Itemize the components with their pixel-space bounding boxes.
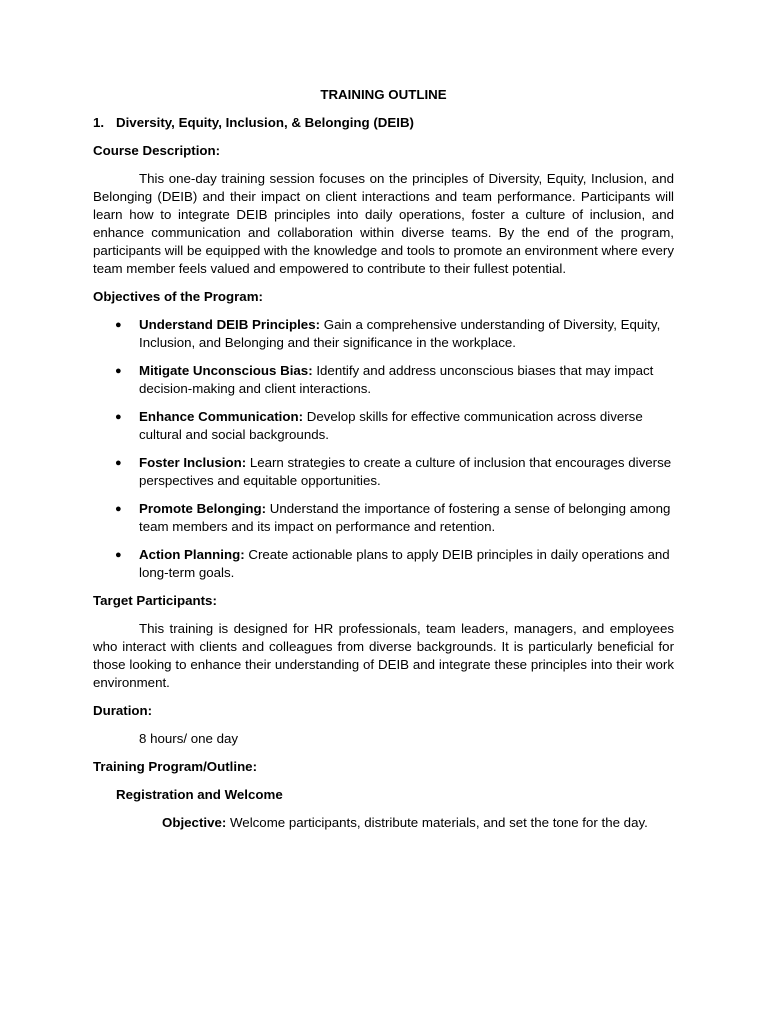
- objective-item: [93, 454, 674, 490]
- objective-text: Learn strategies to create a culture of inclusion that encourages diverse perspectives and equitable opportunities.: [139, 455, 672, 488]
- registration-objective: [162, 814, 674, 832]
- section-number: 1.: [93, 115, 105, 130]
- bullet-icon: ●: [115, 457, 122, 469]
- objective-title: Promote Belonging:: [139, 501, 267, 516]
- objective-text: Gain a comprehensive understanding of Diversity, Equity, Inclusion, and Belonging and their significance in the workplace.: [139, 317, 661, 350]
- target-participants-text: This training is designed for HR professionals, team leaders, managers, and employees who interact with clients and colleagues from diverse backgrounds. It is particularly beneficial for those looking to enhance their understanding of DEIB and integrate these principles into their work environment.: [93, 621, 674, 690]
- objective-title: Understand DEIB Principles:: [139, 317, 321, 332]
- target-participants-label: Target Participants:: [93, 593, 217, 608]
- bullet-icon: ●: [115, 365, 122, 377]
- objective-item: [93, 408, 674, 444]
- bullet-icon: ●: [115, 503, 122, 515]
- objective-item: [93, 546, 674, 582]
- bullet-icon: ●: [115, 549, 122, 561]
- objective-title: Enhance Communication:: [139, 409, 304, 424]
- objective-label: Objective:: [162, 815, 227, 830]
- objective-text: Identify and address unconscious biases that may impact decision-making and client interactions.: [139, 363, 654, 396]
- objectives-list: [93, 316, 674, 582]
- objective-text: Create actionable plans to apply DEIB principles in daily operations and long-term goals.: [139, 547, 670, 580]
- objectives-label: Objectives of the Program:: [93, 289, 263, 304]
- bullet-icon: ●: [115, 411, 122, 423]
- objective-text: Develop skills for effective communication across diverse cultural and social backgrounds.: [139, 409, 643, 442]
- objective-item: [93, 316, 674, 352]
- outline-label: Training Program/Outline:: [93, 759, 258, 774]
- course-description-text: This one-day training session focuses on the principles of Diversity, Equity, Inclusion, and Belonging (DEIB) and their impact on client interactions and team performance. Participants will learn how to integrate DEIB principles into daily operations, foster a culture of inclusion, and enhance communication and collaboration within diverse teams. By the end of the program, participants will be equipped with the knowledge and tools to promote an environment where every team member feels valued and empowered to contribute to their fullest potential.: [93, 171, 674, 276]
- duration-label: Duration:: [93, 703, 153, 718]
- objective-title: Action Planning:: [139, 547, 245, 562]
- objective-title: Mitigate Unconscious Bias:: [139, 363, 313, 378]
- bullet-icon: ●: [115, 319, 122, 331]
- course-description-label: Course Description:: [93, 143, 221, 158]
- registration-heading: Registration and Welcome: [116, 787, 283, 802]
- objective-item: [93, 500, 674, 536]
- section-title: Diversity, Equity, Inclusion, & Belonging (DEIB): [116, 115, 414, 130]
- section-heading: [93, 114, 674, 132]
- objective-item: [93, 362, 674, 398]
- objective-title: Foster Inclusion:: [139, 455, 247, 470]
- duration-value: 8 hours/ one day: [139, 731, 239, 746]
- document-title: TRAINING OUTLINE: [320, 87, 447, 102]
- objective-text: Understand the importance of fostering a sense of belonging among team members and its impact on performance and retention.: [139, 501, 671, 534]
- objective-description: Welcome participants, distribute materials, and set the tone for the day.: [226, 815, 648, 830]
